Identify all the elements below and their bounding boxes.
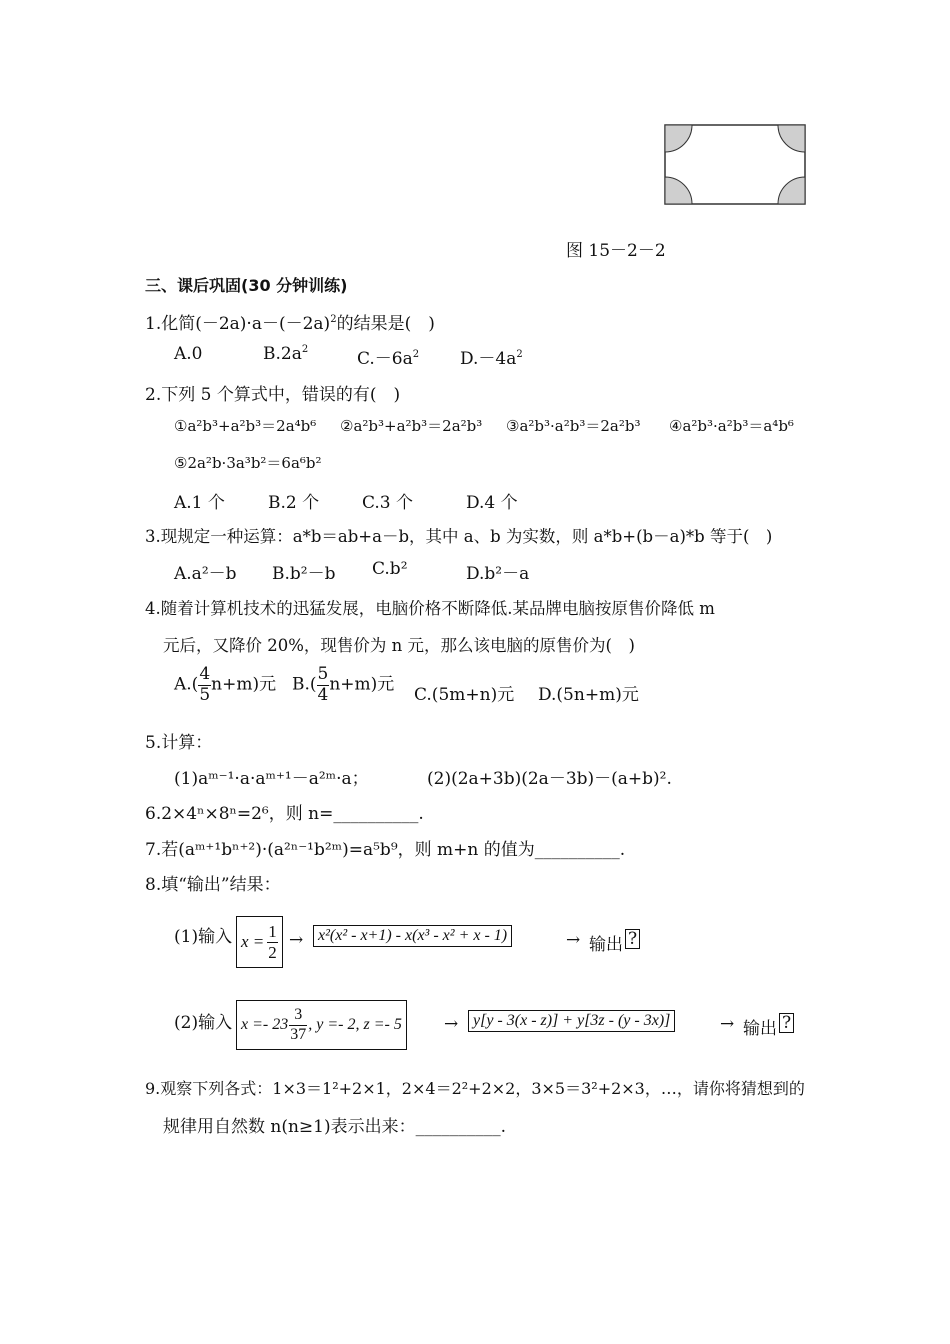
q9-line-1: 9.观察下列各式：1×3＝1²+2×1，2×4＝2²+2×2，3×5＝3²+2×3，…，请你将猜想到的 (145, 1079, 805, 1098)
q5-part-2: (2)(2a+3b)(2a－3b)－(a+b)². (427, 769, 672, 789)
q1-stem-sup: 2 (330, 314, 337, 325)
q1-option-c (357, 344, 419, 369)
q5-part-1: (1)aᵐ⁻¹·a·aᵐ⁺¹－a²ᵐ·a； (174, 769, 369, 789)
q9-line-2: 规律用自然数 n(n≥1)表示出来：__________. (163, 1117, 507, 1137)
q8-part-2-expression-box: y[y - 3(x - z)] + y[3z - (y - 3x)] (468, 1010, 675, 1032)
q8-p2-input-lhs: x =- 23 (241, 1016, 289, 1033)
q8-part-2-label: (2)输入 (174, 1013, 233, 1033)
q4-a-fraction (198, 665, 211, 705)
q1-option-d-sup: 2 (516, 349, 523, 360)
q1-option-b-base: B.2a (263, 344, 302, 364)
q2-option-a: A.1 个 (174, 493, 225, 513)
q3-option-c: C.b² (372, 559, 408, 579)
q4-a-den: 5 (199, 684, 211, 705)
q8-part-1-input-box (236, 916, 283, 968)
q4-line-1: 4.随着计算机技术的迅猛发展，电脑价格不断降低.某品牌电脑按原售价降低 m (145, 599, 715, 618)
q2-formula-3: ③a²b³·a²b³＝2a²b³ (506, 417, 641, 435)
q8-part-2-input-box (236, 1000, 407, 1050)
q4-b-pre: B.( (292, 674, 317, 695)
q8-p2-input-den: 37 (290, 1025, 307, 1043)
q8-p2-arrow-2: → (720, 1014, 735, 1034)
q3-option-d: D.b²－a (466, 564, 530, 584)
q4-option-a (174, 665, 276, 705)
figure-caption: 图 15－2－2 (566, 241, 666, 261)
q3-option-a: A.a²－b (174, 564, 237, 584)
q1-stem-end: 的结果是( ) (336, 314, 435, 334)
q8-p2-output-label: 输出 (743, 1019, 777, 1039)
q7-text: 7.若(aᵐ⁺¹bⁿ⁺²)·(a²ⁿ⁻¹b²ᵐ)=a⁵b⁹，则 m+n 的值为__________. (145, 840, 626, 860)
q2-formula-5: ⑤2a²b·3a³b²＝6a⁶b² (174, 454, 322, 472)
q8-p1-output-box[interactable]: ? (625, 929, 640, 949)
q4-b-post: n+m)元 (329, 674, 395, 695)
q1-stem (145, 309, 435, 334)
q8-p1-arrow-1: → (289, 930, 304, 950)
q1-option-d (460, 344, 523, 369)
q4-option-c: C.(5m+n)元 (414, 685, 515, 705)
q2-formula-2: ②a²b³+a²b³＝2a²b³ (340, 417, 483, 435)
q6-text: 6.2×4ⁿ×8ⁿ=2⁶，则 n=__________. (145, 804, 424, 824)
q8-part-1-expression-box: x²(x² - x+1) - x(x³ - x² + x - 1) (313, 925, 512, 947)
q2-formula-1: ①a²b³+a²b³＝2a⁴b⁶ (174, 417, 317, 435)
section-title: 三、课后巩固(30 分钟训练) (145, 276, 348, 295)
q2-option-c: C.3 个 (362, 493, 414, 513)
q1-option-a: A.0 (174, 344, 203, 364)
q8-p1-arrow-2: → (566, 930, 581, 950)
q4-option-d: D.(5n+m)元 (538, 685, 639, 705)
q1-option-b (263, 344, 308, 364)
q1-stem-text: 1.化简(－2a)·a－(－2a) (145, 314, 331, 334)
q4-option-b (292, 665, 394, 705)
q5-stem: 5.计算： (145, 733, 213, 753)
q8-part-1-label: (1)输入 (174, 927, 233, 947)
q8-p1-output-label: 输出 (589, 935, 623, 955)
q8-p1-input-lhs: x = (241, 932, 265, 951)
q8-p2-input-num: 3 (289, 1006, 307, 1025)
q1-option-d-base: D.－4a (460, 349, 517, 369)
q2-formula-4: ④a²b³·a²b³＝a⁴b⁶ (669, 417, 794, 435)
q4-a-num: 4 (199, 664, 211, 684)
q8-p2-input-fraction (289, 1006, 307, 1044)
q8-p2-output-box[interactable]: ? (779, 1013, 794, 1033)
q8-p2-input-rest: , y =- 2, z =- 5 (308, 1016, 402, 1033)
q3-stem: 3.现规定一种运算：a*b＝ab+a－b，其中 a、b 为实数，则 a*b+(b－a)*b 等于( ) (145, 527, 773, 546)
q2-option-b: B.2 个 (268, 493, 320, 513)
q8-p2-arrow-1: → (444, 1014, 459, 1034)
q8-stem: 8.填“输出”结果： (145, 875, 281, 895)
figure-rectangle (664, 124, 808, 206)
q8-p1-input-fraction (267, 922, 278, 962)
q4-line-2: 元后，又降价 20%，现售价为 n 元，那么该电脑的原售价为( ) (163, 636, 635, 655)
q4-b-fraction (317, 665, 330, 705)
q2-stem: 2.下列 5 个算式中，错误的有( ) (145, 385, 401, 405)
q4-b-den: 4 (317, 684, 329, 705)
q1-option-c-base: C.－6a (357, 349, 413, 369)
q4-b-num: 5 (317, 664, 329, 684)
q2-option-d: D.4 个 (466, 493, 518, 513)
q4-a-post: n+m)元 (211, 674, 277, 695)
q3-option-b: B.b²－b (272, 564, 336, 584)
q4-a-pre: A.( (174, 674, 199, 695)
q8-p1-input-den: 2 (268, 942, 277, 962)
q1-option-c-sup: 2 (412, 349, 420, 360)
q8-p1-input-num: 1 (268, 921, 277, 941)
q1-option-b-sup: 2 (301, 344, 309, 355)
